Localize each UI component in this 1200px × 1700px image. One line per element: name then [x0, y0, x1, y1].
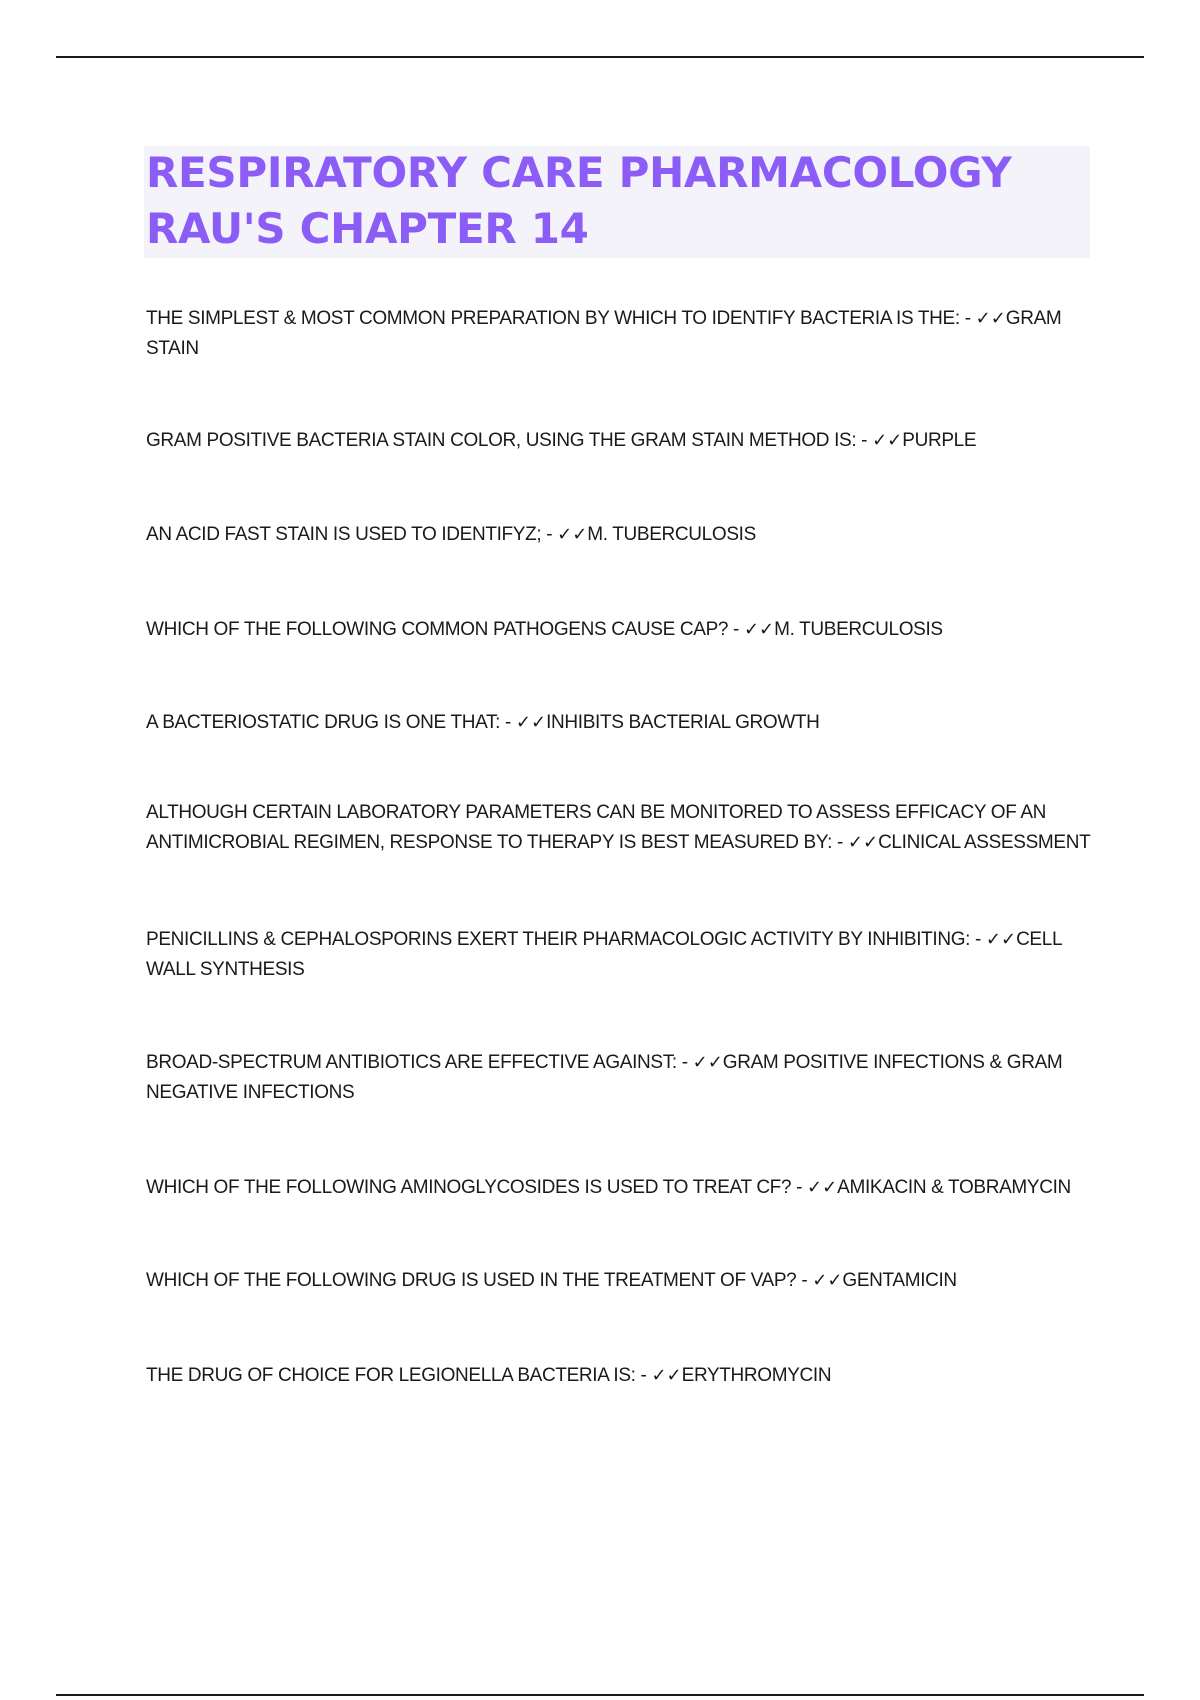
double-check-icon: ✓✓ [812, 1270, 843, 1291]
question-text: ALTHOUGH CERTAIN LABORATORY PARAMETERS CAN BE MONITORED TO ASSESS EFFICACY OF AN ANTIMICROBIAL REGIMEN, RESPONSE TO THERAPY IS BEST MEASURED BY: - [146, 802, 1047, 853]
double-check-icon: ✓✓ [692, 1052, 723, 1073]
qa-item-8 [146, 1048, 1096, 1108]
double-check-icon: ✓✓ [557, 524, 588, 545]
double-check-icon: ✓✓ [872, 430, 903, 451]
answer-text: CELL WALL SYNTHESIS [146, 929, 1062, 980]
double-check-icon: ✓✓ [515, 712, 547, 733]
title-banner [144, 146, 1090, 258]
answer-text: GRAM STAIN [146, 308, 1062, 359]
question-text: WHICH OF THE FOLLOWING AMINOGLYCOSIDES IS USED TO TREAT CF? - [146, 1177, 807, 1198]
qa-item-2 [146, 426, 1096, 456]
bottom-rule [56, 1694, 1144, 1696]
question-text: THE DRUG OF CHOICE FOR LEGIONELLA BACTERIA IS: - [146, 1365, 652, 1386]
answer-text: ERYTHROMYCIN [681, 1365, 832, 1386]
question-text: THE SIMPLEST & MOST COMMON PREPARATION BY WHICH TO IDENTIFY BACTERIA IS THE: - [146, 308, 976, 329]
double-check-icon: ✓✓ [985, 929, 1017, 950]
double-check-icon: ✓✓ [743, 619, 775, 640]
qa-item-9 [146, 1173, 1096, 1203]
question-text: BROAD-SPECTRUM ANTIBIOTICS ARE EFFECTIVE AGAINST: - [146, 1052, 693, 1073]
qa-item-5 [146, 708, 1096, 738]
answer-text: INHIBITS BACTERIAL GROWTH [546, 712, 820, 733]
question-text: A BACTERIOSTATIC DRUG IS ONE THAT: - [146, 712, 516, 733]
top-rule [56, 56, 1144, 58]
document-title-line-1: RESPIRATORY CARE PHARMACOLOGY [146, 148, 1012, 197]
answer-text: PURPLE [902, 430, 977, 451]
answer-text: M. TUBERCULOSIS [774, 619, 943, 640]
qa-item-6 [146, 798, 1096, 858]
qa-item-4 [146, 615, 1096, 645]
double-check-icon: ✓✓ [975, 308, 1006, 329]
question-text: PENICILLINS & CEPHALOSPORINS EXERT THEIR PHARMACOLOGIC ACTIVITY BY INHIBITING: - [146, 929, 986, 950]
qa-item-10 [146, 1266, 1096, 1296]
qa-item-3 [146, 520, 1096, 550]
double-check-icon: ✓✓ [847, 832, 879, 853]
question-text: GRAM POSITIVE BACTERIA STAIN COLOR, USING THE GRAM STAIN METHOD IS: - [146, 430, 873, 451]
double-check-icon: ✓✓ [651, 1365, 682, 1386]
answer-text: CLINICAL ASSESSMENT [878, 832, 1091, 853]
document-title-line-2: RAU'S CHAPTER 14 [146, 204, 589, 253]
question-text: AN ACID FAST STAIN IS USED TO IDENTIFYZ; - [146, 524, 558, 545]
qa-item-1 [146, 304, 1096, 364]
answer-text: GENTAMICIN [842, 1270, 957, 1291]
question-text: WHICH OF THE FOLLOWING COMMON PATHOGENS CAUSE CAP? - [146, 619, 744, 640]
answer-text: AMIKACIN & TOBRAMYCIN [837, 1177, 1071, 1198]
qa-item-11 [146, 1361, 1096, 1391]
qa-item-7 [146, 925, 1096, 985]
answer-text: M. TUBERCULOSIS [587, 524, 756, 545]
answer-text: GRAM POSITIVE INFECTIONS & GRAM NEGATIVE INFECTIONS [146, 1052, 1063, 1103]
double-check-icon: ✓✓ [807, 1177, 838, 1198]
question-text: WHICH OF THE FOLLOWING DRUG IS USED IN THE TREATMENT OF VAP? - [146, 1270, 813, 1291]
